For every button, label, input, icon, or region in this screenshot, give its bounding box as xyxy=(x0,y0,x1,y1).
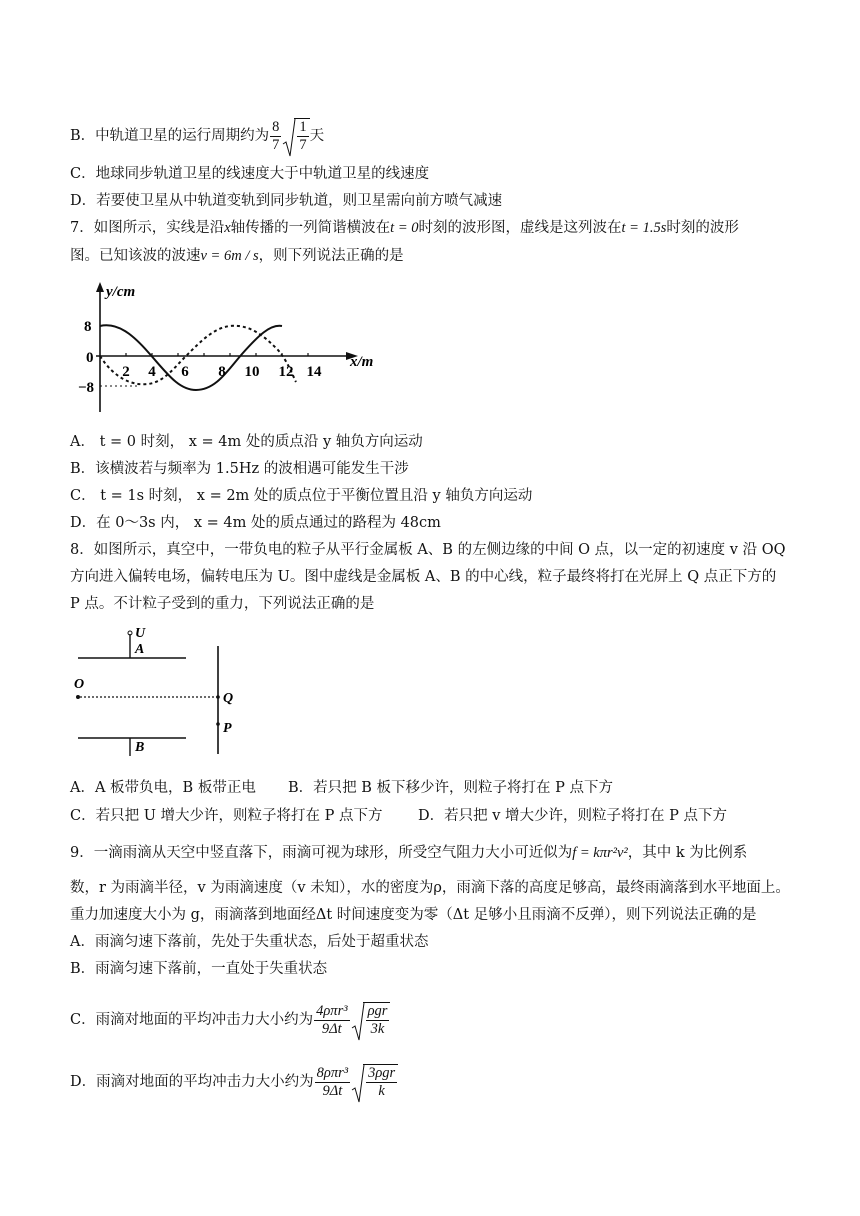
q6-fraction xyxy=(270,119,281,154)
point-q xyxy=(216,695,220,699)
q7-option-c: C． t = 1s 时刻， x = 2m 处的质点位于平衡位置且沿 y 轴负方向运动 xyxy=(70,488,533,504)
q9-c-sqrt-num: ρgr xyxy=(367,1003,388,1019)
q9-stem1-a: 9．一滴雨滴从天空中竖直落下，雨滴可视为球形，所受空气阻力大小可近似为 xyxy=(70,845,573,861)
q9-d-frac-den: 9Δt xyxy=(322,1082,343,1099)
q9-option-d-fraction xyxy=(315,1065,350,1100)
q8-stem-line1: 8．如图所示，真空中，一带负电的粒子从平行金属板 A、B 的左侧边缘的中间 O 点，以一定的初速度 v 沿 OQ xyxy=(70,542,786,558)
x-tick-10: 10 xyxy=(244,364,260,380)
q7-stem-line2 xyxy=(70,246,404,266)
q7-stem2-c: ，则下列说法正确的是 xyxy=(258,248,404,264)
q9-stem1-b: f = kπr²v² xyxy=(572,845,628,861)
q9-c-frac-den: 9Δt xyxy=(321,1020,342,1037)
q6-option-b xyxy=(70,116,324,156)
q6-option-c: C．地球同步轨道卫星的线速度大于中轨道卫星的线速度 xyxy=(70,166,430,182)
x-tick-8: 8 xyxy=(218,364,226,380)
q9-option-c xyxy=(70,996,390,1044)
q7-stem1-c: 轴传播的一列简谐横波在 xyxy=(230,220,391,236)
q9-option-d-text: D．雨滴对地面的平均冲击力大小约为 xyxy=(70,1074,314,1090)
q9-c-frac-num: 4ρπr³ xyxy=(316,1002,348,1019)
label-b: B xyxy=(135,740,145,755)
wave-graph xyxy=(78,280,398,420)
q8-option-b: B．若只把 B 板下移少许，则粒子将打在 P 点下方 xyxy=(288,780,614,796)
q6-option-b-suffix: 天 xyxy=(309,128,325,144)
y-axis-label: y/cm xyxy=(106,284,136,300)
q8-option-c: C．若只把 U 增大少许，则粒子将打在 P 点下方 xyxy=(70,808,383,824)
q7-stem2-a: 图。已知该波的波速 xyxy=(70,248,201,264)
q9-option-d xyxy=(70,1058,398,1106)
q6-sqrt-den: 7 xyxy=(299,137,307,153)
q9-stem1-c: ，其中 k 为比例系 xyxy=(627,845,748,861)
q9-option-d-sqrt xyxy=(351,1064,398,1100)
x-tick-14: 14 xyxy=(306,364,322,380)
label-u: U xyxy=(135,626,146,641)
x-tick-4: 4 xyxy=(148,364,156,380)
y-tick-8: 8 xyxy=(84,319,92,335)
deflection-diagram xyxy=(68,620,248,770)
y-tick-0: 0 xyxy=(86,350,94,366)
point-o xyxy=(76,695,80,699)
x-axis-label: x/m xyxy=(350,354,374,370)
q8-stem-line2: 方向进入偏转电场，偏转电压为 U。图中虚线是金属板 A、B 的中心线，粒子最终将打在光屏上 Q 点正下方的 xyxy=(70,569,777,585)
q6-option-b-text: B．中轨道卫星的运行周期约为 xyxy=(70,128,270,144)
q9-d-frac-num: 8ρπr³ xyxy=(316,1064,349,1081)
q9-stem-line2: 数，r 为雨滴半径，v 为雨滴速度（v 未知），水的密度为ρ，雨滴下落的高度足够高，最终雨滴落到水平地面上。 xyxy=(70,880,790,896)
q7-option-b: B．该横波若与频率为 1.5Hz 的波相遇可能发生干涉 xyxy=(70,461,409,477)
q8-stem-line3: P 点。不计粒子受到的重力，下列说法正确的是 xyxy=(70,596,375,612)
point-p xyxy=(216,722,220,726)
q9-option-c-fraction xyxy=(314,1003,349,1038)
q9-stem-line3: 重力加速度大小为 g，雨滴落到地面经Δt 时间速度变为零（Δt 足够小且雨滴不反弹），则下列说法正确的是 xyxy=(70,907,757,923)
label-p: P xyxy=(223,721,232,736)
q7-stem1-b: x xyxy=(224,220,231,236)
q8-option-d: D．若只把 v 增大少许，则粒子将打在 P 点下方 xyxy=(418,808,728,824)
label-a: A xyxy=(135,642,145,657)
q9-option-b: B．雨滴匀速下落前，一直处于失重状态 xyxy=(70,961,328,977)
x-tick-2: 2 xyxy=(122,364,130,380)
q7-option-a: A． t = 0 时刻， x = 4m 处的质点沿 y 轴负方向运动 xyxy=(70,434,423,450)
q9-option-c-sqrt xyxy=(351,1002,391,1038)
q7-stem2-b: v = 6m / s xyxy=(200,248,259,264)
q9-option-a: A．雨滴匀速下落前，先处于失重状态，后处于超重状态 xyxy=(70,934,429,950)
q9-d-sqrt-den: k xyxy=(378,1083,385,1099)
x-tick-6: 6 xyxy=(181,364,189,380)
q9-c-sqrt-den: 3k xyxy=(370,1021,385,1037)
q9-d-sqrt-num: 3ρgr xyxy=(368,1065,396,1081)
q6-sqrt-num: 1 xyxy=(299,119,307,135)
x-tick-12: 12 xyxy=(278,364,294,380)
y-axis-arrow xyxy=(96,282,104,292)
q7-stem-line1 xyxy=(70,218,739,238)
label-o: O xyxy=(74,677,85,692)
q7-stem1-d: t = 0 xyxy=(390,220,419,236)
q6-frac-den: 7 xyxy=(272,136,280,153)
q6-option-d: D．若要使卫星从中轨道变轨到同步轨道，则卫星需向前方喷气减速 xyxy=(70,193,503,209)
q7-stem1-a: 7．如图所示，实线是沿 xyxy=(70,220,225,236)
q7-stem1-f: t = 1.5s xyxy=(621,220,667,236)
q7-option-d: D．在 0～3s 内， x = 4m 处的质点通过的路程为 48cm xyxy=(70,515,441,531)
q6-frac-num: 8 xyxy=(272,118,280,135)
q9-option-c-text: C．雨滴对地面的平均冲击力大小约为 xyxy=(70,1012,314,1028)
q7-stem1-e: 时刻的波形图，虚线是这列波在 xyxy=(418,220,622,236)
q6-sqrt xyxy=(282,118,309,154)
q7-stem1-g: 时刻的波形 xyxy=(666,220,739,236)
q8-option-a: A．A 板带负电，B 板带正电 xyxy=(70,780,256,796)
y-tick-neg8: −8 xyxy=(78,380,95,396)
q9-stem-line1 xyxy=(70,843,747,863)
label-q: Q xyxy=(223,691,234,706)
